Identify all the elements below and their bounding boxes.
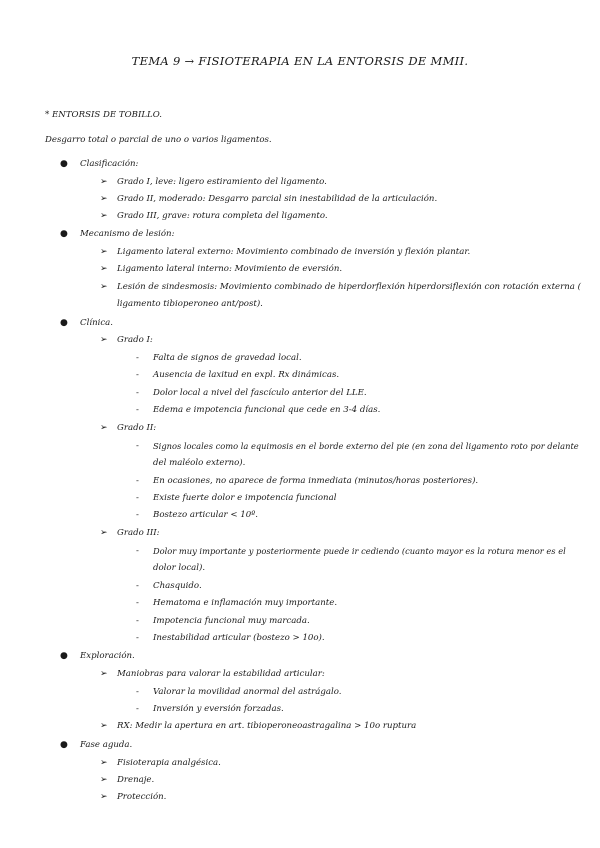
dash-icon: - [136, 493, 139, 503]
arrow-icon: ➢ [100, 177, 108, 187]
list-item: Valorar la movilidad anormal del astrágalo. [153, 687, 342, 697]
dash-icon: - [136, 510, 139, 520]
list-item: Falta de signos de gravedad local. [153, 353, 302, 363]
list-item: Inestabilidad articular (bostezo > 10o). [153, 633, 325, 643]
bullet-icon: ● [60, 740, 68, 750]
list-item: Signos locales como la equimosis en el borde externo del pie (en zona del ligamento roto por delante [153, 441, 579, 451]
list-item: Dolor local a nivel del fascículo anterior del LLE. [153, 388, 367, 398]
grado3-label: Grado III: [117, 528, 160, 538]
arrow-icon: ➢ [100, 758, 108, 768]
arrow-icon: ➢ [100, 669, 108, 679]
list-item: Grado I, leve: ligero estiramiento del ligamento. [117, 177, 327, 187]
list-item: Impotencia funcional muy marcada. [153, 616, 310, 626]
arrow-icon: ➢ [100, 528, 108, 538]
arrow-icon: ➢ [100, 211, 108, 221]
bullet-icon: ● [60, 229, 68, 239]
exploracion-label: Exploración. [80, 651, 135, 661]
arrow-icon: ➢ [100, 423, 108, 433]
grado1-label: Grado I: [117, 335, 153, 345]
dash-icon: - [136, 370, 139, 380]
dash-icon: - [136, 598, 139, 608]
grado2-label: Grado II: [117, 423, 157, 433]
list-item: Lesión de sindesmosis: Movimiento combinado de hiperdorflexión hiperdorsiflexión con rotación externa ( [117, 282, 581, 292]
page-title: TEMA 9 → FISIOTERAPIA EN LA ENTORSIS DE MMII. [131, 54, 469, 68]
arrow-icon: ➢ [100, 721, 108, 731]
dash-icon: - [136, 546, 139, 556]
list-item: Drenaje. [117, 775, 155, 785]
intro-text: Desgarro total o parcial de uno o varios ligamentos. [45, 135, 272, 145]
bullet-icon: ● [60, 651, 68, 661]
dash-icon: - [136, 476, 139, 486]
dash-icon: - [136, 633, 139, 643]
arrow-icon: ➢ [100, 775, 108, 785]
dash-icon: - [136, 581, 139, 591]
arrow-icon: ➢ [100, 792, 108, 802]
list-item: Dolor muy importante y posteriormente puede ir cediendo (cuanto mayor es la rotura menor es el [153, 546, 566, 556]
list-item: Chasquido. [153, 581, 202, 591]
dash-icon: - [136, 353, 139, 363]
clasificacion-label: Clasificación: [80, 159, 139, 169]
list-item: Ligamento lateral externo: Movimiento combinado de inversión y flexión plantar. [117, 247, 471, 257]
dash-icon: - [136, 616, 139, 626]
arrow-icon: ➢ [100, 282, 108, 292]
arrow-icon: ➢ [100, 264, 108, 274]
dash-icon: - [136, 441, 139, 451]
fase-aguda-label: Fase aguda. [80, 740, 133, 750]
arrow-icon: ➢ [100, 247, 108, 257]
list-item-continuation: ligamento tibioperoneo ant/post). [117, 299, 263, 309]
dash-icon: - [136, 687, 139, 697]
list-item: Ligamento lateral interno: Movimiento de eversión. [117, 264, 343, 274]
maniobras-label: Maniobras para valorar la estabilidad articular: [117, 669, 325, 679]
arrow-icon: ➢ [100, 194, 108, 204]
list-item-continuation: del maléolo externo). [153, 458, 246, 468]
list-item-continuation: dolor local). [153, 563, 206, 573]
list-item: Fisioterapia analgésica. [117, 758, 221, 768]
dash-icon: - [136, 704, 139, 714]
list-item: Ausencia de laxitud en expl. Rx dinámicas. [153, 370, 340, 380]
list-item: Hematoma e inflamación muy importante. [153, 598, 338, 608]
mecanismo-label: Mecanismo de lesión: [80, 229, 175, 239]
list-item: Bostezo articular < 10º. [153, 510, 259, 520]
bullet-icon: ● [60, 159, 68, 169]
list-item: En ocasiones, no aparece de forma inmediata (minutos/horas posteriores). [153, 476, 479, 486]
clinica-label: Clínica. [80, 318, 114, 328]
dash-icon: - [136, 388, 139, 398]
arrow-icon: ➢ [100, 335, 108, 345]
list-item: Inversión y eversión forzadas. [153, 704, 284, 714]
dash-icon: - [136, 405, 139, 415]
list-item: Protección. [117, 792, 167, 802]
rx-item: RX: Medir la apertura en art. tibioperoneoastragalina > 10o ruptura [117, 721, 417, 731]
list-item: Grado III, grave: rotura completa del ligamento. [117, 211, 328, 221]
bullet-icon: ● [60, 318, 68, 328]
list-item: Edema e impotencia funcional que cede en 3-4 días. [153, 405, 381, 415]
list-item: Existe fuerte dolor e impotencia funcional [153, 493, 337, 503]
list-item: Grado II, moderado: Desgarro parcial sin inestabilidad de la articulación. [117, 194, 438, 204]
section-heading: * ENTORSIS DE TOBILLO. [45, 110, 163, 120]
